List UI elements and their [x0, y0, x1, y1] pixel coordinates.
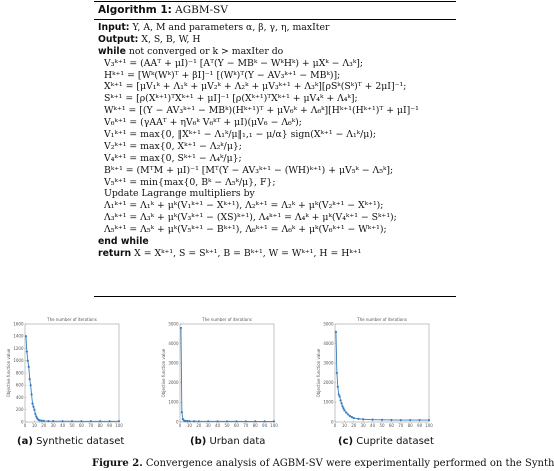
algorithm-line: Xᵏ⁺¹ = [μV₁ᵏ + Λ₁ᵏ + μV₂ᵏ + Λ₂ᵏ + μV₃ᵏ⁺¹ + Λ₃ᵏ][ρSᵏ(Sᵏ)ᵀ + 2μI]⁻¹;: [104, 81, 407, 93]
figure: [0, 314, 474, 464]
data-point: [30, 393, 32, 395]
x-tick-label: 90: [107, 423, 113, 428]
data-point: [193, 420, 195, 422]
data-point: [28, 366, 30, 368]
data-point: [80, 420, 82, 422]
convergence-chart-cuprite: [315, 314, 433, 434]
data-point: [351, 416, 353, 418]
data-point: [207, 420, 209, 422]
x-tick-label: 20: [351, 423, 357, 428]
x-tick-label: 0: [23, 423, 27, 428]
y-tick-label: 1200: [13, 345, 24, 351]
algorithm-body: [94, 20, 456, 260]
algorithm-line: Λ₅ᵏ⁺¹ = Λ₅ᵏ + μᵏ(V₅ᵏ⁺¹ − Bᵏ⁺¹), Λ₆ᵏ⁺¹ = Λ₆ᵏ + μᵏ(V₆ᵏ⁺¹ − Wᵏ⁺¹);: [104, 224, 387, 236]
x-tick-label: 70: [398, 423, 404, 428]
x-tick-label: 100: [115, 423, 123, 428]
algorithm-line: Input: Y, A, M and parameters α, β, γ, η, maxIter: [98, 22, 330, 33]
data-point: [264, 420, 266, 422]
data-point: [428, 419, 430, 421]
data-point: [335, 331, 337, 333]
data-point: [336, 372, 338, 374]
data-point: [419, 419, 421, 421]
x-tick-label: 100: [425, 423, 433, 428]
data-point: [52, 420, 54, 422]
data-point: [345, 411, 347, 413]
x-tick-label: 0: [178, 423, 182, 428]
x-tick-label: 50: [379, 423, 385, 428]
data-point: [39, 419, 41, 421]
y-tick-label: 5000: [168, 321, 179, 327]
data-point: [343, 409, 345, 411]
data-point: [349, 415, 351, 417]
data-point: [338, 393, 340, 395]
convergence-chart-urban: [160, 314, 278, 434]
y-tick-label: 600: [15, 382, 24, 388]
data-point: [118, 420, 120, 422]
panel-cuprite: [315, 314, 433, 434]
x-tick-label: 50: [69, 423, 75, 428]
x-axis-label: The number of iterations: [357, 317, 407, 322]
data-point: [390, 419, 392, 421]
algorithm-line: Wᵏ⁺¹ = [(Y − AV₃ᵏ⁺¹ − MBᵏ)(Hᵏ⁺¹)ᵀ + μV₆ᵏ + Λ₆ᵏ][Hᵏ⁺¹(Hᵏ⁺¹)ᵀ + μI]⁻¹: [104, 105, 419, 117]
y-tick-label: 4000: [168, 340, 179, 346]
algorithm-line: V₁ᵏ⁺¹ = max{0, ‖Xᵏ⁺¹ − Λ₁ᵏ/μ‖₁,₁ − μ/α} sign(Xᵏ⁺¹ − Λ₁ᵏ/μ);: [104, 129, 377, 141]
y-tick-label: 0: [20, 419, 24, 425]
data-point: [30, 384, 32, 386]
x-tick-label: 90: [262, 423, 268, 428]
algorithm-line: Bᵏ⁺¹ = (MᵀM + μI)⁻¹ [Mᵀ(Y − AV₃ᵏ⁺¹ − (WH)ᵏ⁺¹) + μV₅ᵏ − Λ₅ᵏ];: [104, 164, 394, 176]
data-point: [337, 386, 339, 388]
data-point: [41, 420, 43, 422]
data-point: [347, 413, 349, 415]
x-tick-label: 0: [333, 423, 337, 428]
x-tick-label: 10: [31, 423, 37, 428]
algorithm-line: V₃ᵏ⁺¹ = (AAᵀ + μI)⁻¹ [Aᵀ(Y − MBᵏ − WᵏHᵏ) + μXᵏ − Λ₃ᵏ];: [104, 57, 364, 69]
algorithm-label: Algorithm 1:: [98, 4, 172, 16]
y-tick-label: 1000: [13, 358, 24, 364]
x-tick-label: 30: [360, 423, 366, 428]
x-tick-label: 10: [341, 423, 347, 428]
data-point: [109, 420, 111, 422]
y-tick-label: 0: [175, 419, 179, 425]
data-point: [99, 420, 101, 422]
data-point: [188, 420, 190, 422]
x-tick-label: 80: [252, 423, 258, 428]
algorithm-name: AGBM-SV: [175, 4, 228, 16]
data-point: [381, 419, 383, 421]
data-point: [90, 420, 92, 422]
y-tick-label: 800: [15, 370, 24, 376]
plot-area: [180, 324, 274, 422]
x-tick-label: 60: [388, 423, 394, 428]
y-tick-label: 5000: [323, 321, 334, 327]
x-tick-label: 40: [60, 423, 66, 428]
y-tick-label: 1000: [168, 399, 179, 405]
x-tick-label: 40: [215, 423, 221, 428]
y-tick-label: 2000: [323, 380, 334, 386]
data-point: [340, 399, 342, 401]
x-tick-label: 30: [205, 423, 211, 428]
data-point: [25, 335, 27, 337]
x-tick-label: 20: [196, 423, 202, 428]
algorithm-line: return X = Xᵏ⁺¹, S = Sᵏ⁺¹, B = Bᵏ⁺¹, W = Wᵏ⁺¹, H = Hᵏ⁺¹: [98, 247, 362, 259]
panel-synthetic: [5, 314, 123, 434]
algorithm-line: Λ₃ᵏ⁺¹ = Λ₃ᵏ + μᵏ(V₃ᵏ⁺¹ − (XS)ᵏ⁺¹), Λ₄ᵏ⁺¹ = Λ₄ᵏ + μᵏ(V₄ᵏ⁺¹ − Sᵏ⁺¹);: [104, 212, 397, 224]
y-tick-label: 1400: [13, 333, 24, 339]
y-tick-label: 2000: [168, 380, 179, 386]
data-point: [32, 406, 34, 408]
data-point: [29, 378, 31, 380]
data-point: [180, 327, 182, 329]
data-point: [186, 420, 188, 422]
data-point: [31, 403, 33, 405]
y-axis-label: Objective function value: [316, 348, 321, 398]
data-point: [33, 409, 35, 411]
data-point: [185, 420, 187, 422]
data-point: [62, 420, 64, 422]
algorithm-line: end while: [98, 236, 149, 248]
y-tick-label: 0: [330, 419, 334, 425]
algorithm-box: [94, 1, 456, 297]
data-point: [254, 420, 256, 422]
data-point: [341, 405, 343, 407]
algorithm-line: Output: X, S, B, W, H: [98, 33, 201, 45]
x-axis-label: The number of iterations: [202, 317, 252, 322]
data-point: [71, 420, 73, 422]
x-tick-label: 100: [270, 423, 278, 428]
data-point: [372, 419, 374, 421]
data-point: [353, 417, 355, 419]
x-tick-label: 60: [78, 423, 84, 428]
data-point: [235, 420, 237, 422]
y-tick-label: 200: [15, 407, 24, 413]
y-tick-label: 400: [15, 394, 24, 400]
x-tick-label: 20: [41, 423, 47, 428]
data-point: [181, 411, 183, 413]
y-tick-label: 3000: [323, 360, 334, 366]
algorithm-header: [94, 2, 456, 20]
x-tick-label: 60: [233, 423, 239, 428]
y-tick-label: 4000: [323, 340, 334, 346]
algorithm-line: V₆ᵏ⁺¹ = (γAAᵀ + ηV₆ᵏ V₆ᵏᵀ + μI)(μV₆ − Λ₆ᵏ);: [104, 117, 302, 129]
data-point: [245, 420, 247, 422]
x-axis-label: The number of iterations: [47, 317, 97, 322]
y-axis-label: Objective function value: [6, 348, 11, 398]
x-tick-label: 80: [97, 423, 103, 428]
subcaption-c: (c) Cuprite dataset: [338, 436, 434, 447]
data-point: [26, 350, 28, 352]
data-point: [357, 418, 359, 420]
x-tick-label: 40: [370, 423, 376, 428]
y-tick-label: 1000: [323, 399, 334, 405]
data-point: [47, 420, 49, 422]
algorithm-line: Sᵏ⁺¹ = [ρ(Xᵏ⁺¹)ᵀXᵏ⁺¹ + μI]⁻¹ [ρ(Xᵏ⁺¹)ᵀXᵏ⁺¹ + μV₄ᵏ + Λ₄ᵏ];: [104, 93, 358, 105]
data-point: [43, 420, 45, 422]
convergence-chart-synthetic: [5, 314, 123, 434]
figure-caption: Figure 2. Convergence analysis of AGBM-SV were experimentally performed on the Synth: [92, 458, 554, 469]
data-point: [342, 407, 344, 409]
y-axis-label: Objective function value: [161, 348, 166, 398]
data-point: [217, 420, 219, 422]
data-point: [27, 360, 29, 362]
data-point: [34, 413, 36, 415]
x-tick-label: 70: [88, 423, 94, 428]
algorithm-line: V₄ᵏ⁺¹ = max{0, Sᵏ⁺¹ − Λ₄ᵏ/μ};: [104, 152, 242, 164]
x-tick-label: 30: [50, 423, 56, 428]
algorithm-line: while not converged or k > maxIter do: [98, 45, 284, 57]
algorithm-line: Hᵏ⁺¹ = [Wᵏ(Wᵏ)ᵀ + βI]⁻¹ [(Wᵏ)ᵀ(Y − AV₃ᵏ⁺¹ − MBᵏ)];: [104, 69, 341, 81]
algorithm-line: Update Lagrange multipliers by: [104, 188, 255, 200]
subcaption-b: (b) Urban data: [190, 436, 266, 447]
algorithm-line: V₂ᵏ⁺¹ = max{0, Xᵏ⁺¹ − Λ₂ᵏ/μ};: [104, 140, 242, 152]
data-point: [226, 420, 228, 422]
y-tick-label: 1600: [13, 321, 24, 327]
panel-urban: [160, 314, 278, 434]
x-tick-label: 80: [407, 423, 413, 428]
x-tick-label: 90: [417, 423, 423, 428]
y-tick-label: 3000: [168, 360, 179, 366]
data-point: [362, 418, 364, 420]
data-point: [339, 395, 341, 397]
x-tick-label: 10: [186, 423, 192, 428]
x-tick-label: 70: [243, 423, 249, 428]
plot-area: [335, 324, 429, 422]
algorithm-line: V₅ᵏ⁺¹ = min{max{0, Bᵏ − Λ₅ᵏ/μ}, F};: [104, 176, 276, 188]
data-point: [198, 420, 200, 422]
data-point: [409, 419, 411, 421]
subcaption-a: (a) Synthetic dataset: [17, 436, 125, 447]
data-point: [273, 420, 275, 422]
x-tick-label: 50: [224, 423, 230, 428]
plot-area: [25, 324, 119, 422]
data-point: [400, 419, 402, 421]
algorithm-line: Λ₁ᵏ⁺¹ = Λ₁ᵏ + μᵏ(V₁ᵏ⁺¹ − Xᵏ⁺¹), Λ₂ᵏ⁺¹ = Λ₂ᵏ + μᵏ(V₂ᵏ⁺¹ − Xᵏ⁺¹);: [104, 200, 384, 212]
data-point: [340, 402, 342, 404]
